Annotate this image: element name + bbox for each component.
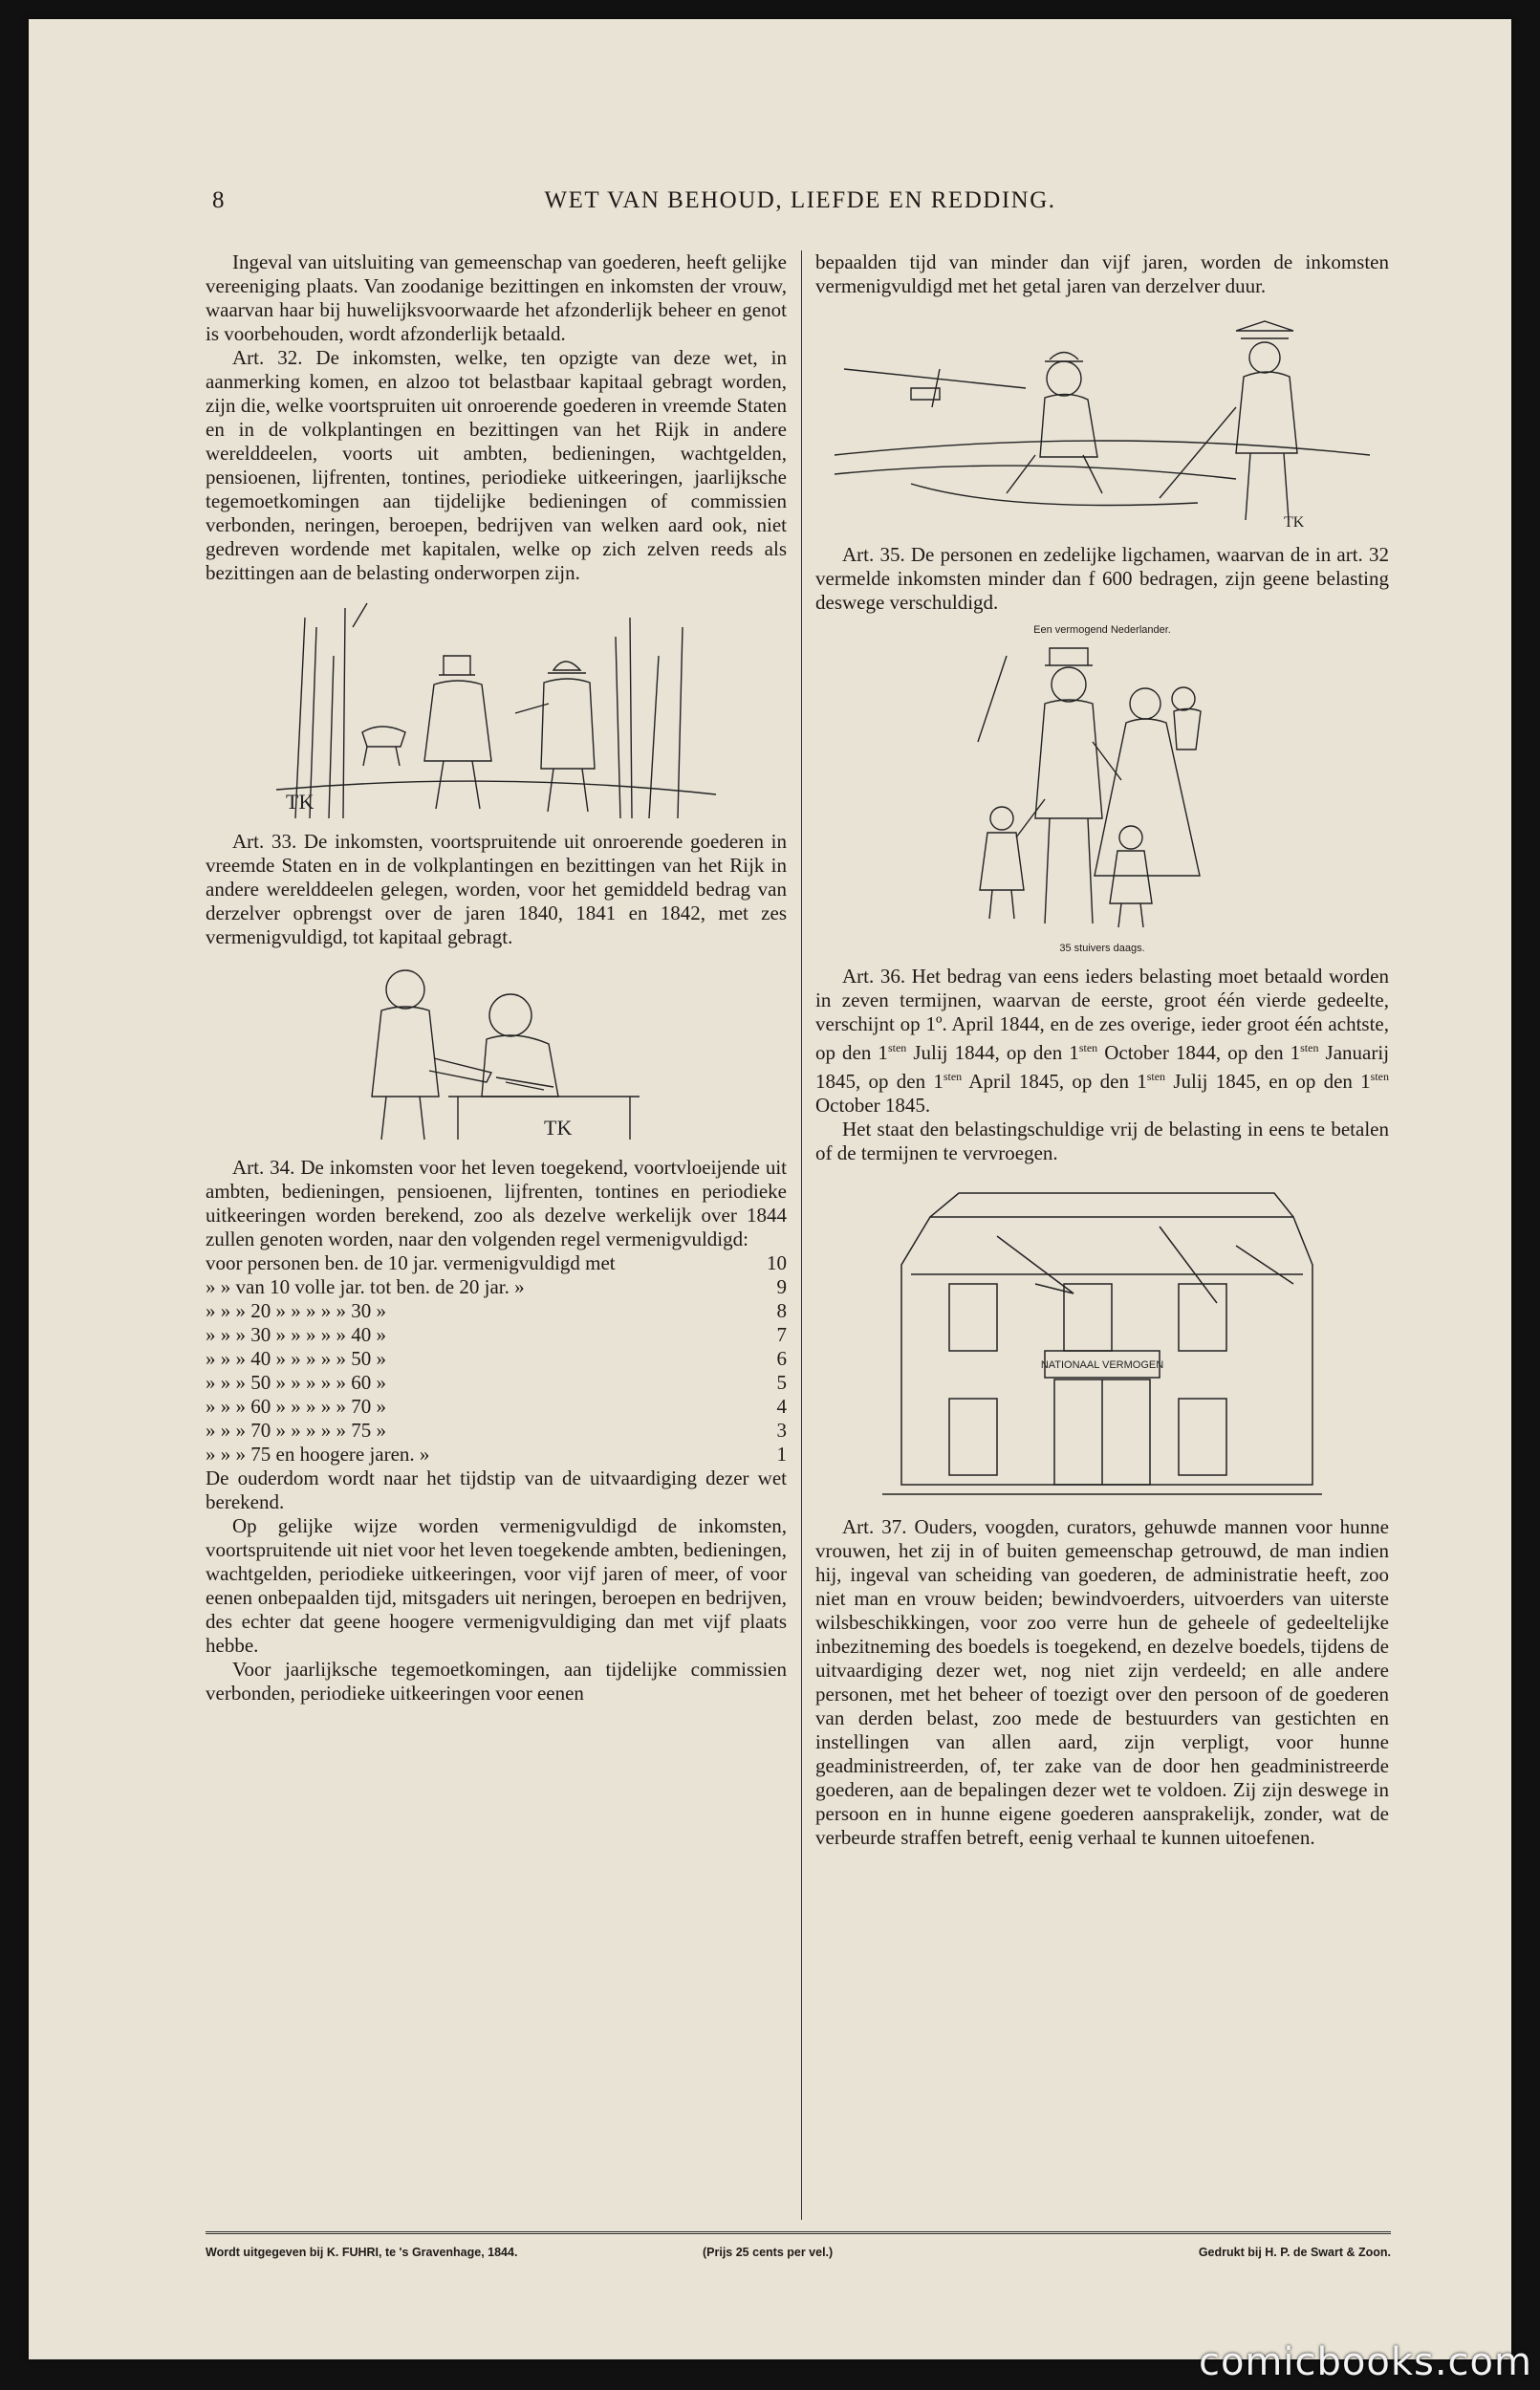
article-34: Art. 34. De inkomsten voor het leven toegekend, voortvloeijende uit ambten, bedieningen, pensioenen, lijfrenten, tontines en periodieke uitkeeringen worden berekend, zoo als dezelve werkelijk over 1844 zullen genoten worden, naar den volgenden regel vermenigvuldigd: (206, 1156, 787, 1250)
table-row: » » » 40 » » » » » 50 » 6 (206, 1347, 787, 1370)
table-row: » » » 30 » » » » » 40 » 7 (206, 1323, 787, 1346)
caption-35-stuivers: 35 stuivers daags. (1059, 943, 1145, 954)
article-36: Art. 36. Het bedrag van eens ieders belasting moet betaald worden in zeven termijnen, waarvan de eerste, groot één vierde gedeelte, verschijnt op 1º. April 1844, en de zes overige, ieder groot één achtste, op den $1^{sten}$ Julij 1844, op den $1^{sten}$ October 1844, op den $1^{sten}$ Januarij 1845, op den $1^{sten}$ April 1845, op den $1^{sten}$ Julij 1845, en op den $1^{sten}$ October 1845. (815, 965, 1390, 1117)
table-row: voor personen ben. de 10 jar. vermenigvuldigd met 10 (206, 1251, 787, 1274)
footer-price: (Prijs 25 cents per vel.) (703, 2246, 834, 2259)
artist-signature: TK (544, 1116, 573, 1140)
illustration-damaged-building (873, 1179, 1332, 1504)
paragraph-equal-way: Op gelijke wijze worden vermenigvuldigd de inkomsten, voortspruitende uit niet voor het leven toegekende ambten, bedieningen, wachtgelden, periodieke uitkeeringen, voor vijf jaren of meer, of voor eenen onbepaalden tijd, mitsgaders uit neringen, beroepen en bedrijven, des echter dat geene hoogere vermenigvuldiging dan met vijf plaats hebbe. (206, 1514, 787, 1657)
paragraph-community: Ingeval van uitsluiting van gemeenschap van goederen, heeft gelijke vereeniging plaats. Van zoodanige bezittingen en inkomsten der vrouw, waarvan haar bij huwelijksvoorwaarde het afzonderlijk beheer en genot is voorbehouden, wordt afzonderlijk betaald. (206, 250, 787, 345)
table-row: » » van 10 volle jar. tot ben. de 20 jar. » 9 (206, 1275, 787, 1298)
table-row: » » » 20 » » » » » 30 » 8 (206, 1299, 787, 1322)
page-number: 8 (212, 187, 226, 213)
table-row: » » » 60 » » » » » 70 » 4 (206, 1395, 787, 1418)
illustration-office-scene (353, 963, 640, 1144)
paragraph-continued: bepaalden tijd van minder dan vijf jaren, worden de inkomsten vermenigvuldigd met het getal jaren van derzelver duur. (815, 250, 1389, 297)
artist-signature: TK (1284, 514, 1305, 531)
article-37: Art. 37. Ouders, voogden, curators, gehuwde mannen voor hunne vrouwen, het zij in of buiten gemeenschap getrouwd, de man indien hij, ingeval van scheiding van goederen, de administratie heeft, zoo niet man en vrouw beiden; bewindvoerders, uitvoerders van uiterste wilsbeschikkingen, voor zoo verre hun de geheele of gedeeltelijke inbezitneming des boedels is toegekend, en dezelve boedels, tijdens de uitvaardiging dezer wet, nog niet zijn verdeeld; en alle andere personen, met het beheer of toezigt over den persoon of de goederen van derden belast, zoo mede de bestuurders van gestichten en instellingen van allen aard, zijn verpligt, voor hunne geadministreerden, of, ter zake van de door hen geadministreerde goederen, aan de bepalingen dezer wet te voldoen. Zij zijn deswege in persoon en in hunne eigene goederen aansprakelijk, zonder, wat de verbeurde straffen betreft, eenig verhaal te kunnen uitoefenen. (815, 1515, 1389, 1849)
paragraph-age: De ouderdom wordt naar het tijdstip van de uitvaardiging dezer wet berekend. (206, 1467, 787, 1513)
paragraph-annual: Voor jaarlijksche tegemoetkomingen, aan tijdelijke commissien verbonden, periodieke uitkeeringen voor eenen (206, 1658, 787, 1705)
artist-signature: TK (286, 790, 315, 814)
site-watermark: comicbooks.com (1198, 2340, 1532, 2384)
table-row: » » » 50 » » » » » 60 » 5 (206, 1371, 787, 1394)
table-row: » » » 75 en hoogere jaren. » 1 (206, 1443, 787, 1466)
article-35: Art. 35. De personen en zedelijke ligchamen, waarvan de in art. 32 vermelde inkomsten minder dan f 600 bedragen, zijn geene belasting deswege verschuldigd. (815, 543, 1389, 614)
caption-wealthy-dutchman: Een vermogend Nederlander. (1033, 624, 1171, 636)
paragraph-prepay: Het staat den belastingschuldige vrij de belasting in eens te betalen of de termijnen te vervroegen. (815, 1118, 1389, 1164)
table-row: » » » 70 » » » » » 75 » 3 (206, 1419, 787, 1442)
page-title: WET VAN BEHOUD, LIEFDE EN REDDING. (544, 187, 1056, 213)
column-divider (801, 250, 802, 2220)
illustration-family (959, 646, 1246, 933)
illustration-forest-encounter (276, 598, 716, 818)
footer-printer: Gedrukt bij H. P. de Swart & Zoon. (1198, 2246, 1391, 2259)
illustration-fishing (835, 312, 1370, 532)
building-sign: NATIONAAL VERMOGEN (1040, 1359, 1164, 1371)
article-32: Art. 32. De inkomsten, welke, ten opzigte van deze wet, in aanmerking komen, en alzoo tot belastbaar kapitaal gebragt worden, zijn die, welke voortspruiten uit onroerende goederen in vreemde Staten en in de volkplantingen en bezittingen van het Rijk in andere werelddeelen, voorts uit ambten, bedieningen, wachtgelden, pensioenen, lijfrenten, tontines, periodieke uitkeeringen, jaarlijksche tegemoetkomingen aan tijdelijke bedieningen of commissien verbonden, neringen, beroepen, bedrijven van welken aard ook, niet gedreven wordende met kapitalen, welke op zich zelven reeds als bezittingen aan de belasting onderworpen zijn. (206, 346, 787, 584)
newspaper-page (29, 19, 1511, 2359)
footer-rule (206, 2231, 1391, 2234)
article-33: Art. 33. De inkomsten, voortspruitende uit onroerende goederen in vreemde Staten en in de volkplantingen en bezittingen van het Rijk in andere werelddeelen gelegen, worden, voor het gemiddeld bedrag van derzelver opbrengst over de jaren 1840, 1841 en 1842, met zes vermenigvuldigd, tot kapitaal gebragt. (206, 830, 787, 948)
multiplier-table (206, 1251, 787, 1467)
footer-publisher: Wordt uitgegeven bij K. FUHRI, te 's Gravenhage, 1844. (206, 2246, 518, 2259)
left-column (206, 250, 787, 1706)
right-column (815, 250, 1389, 1850)
